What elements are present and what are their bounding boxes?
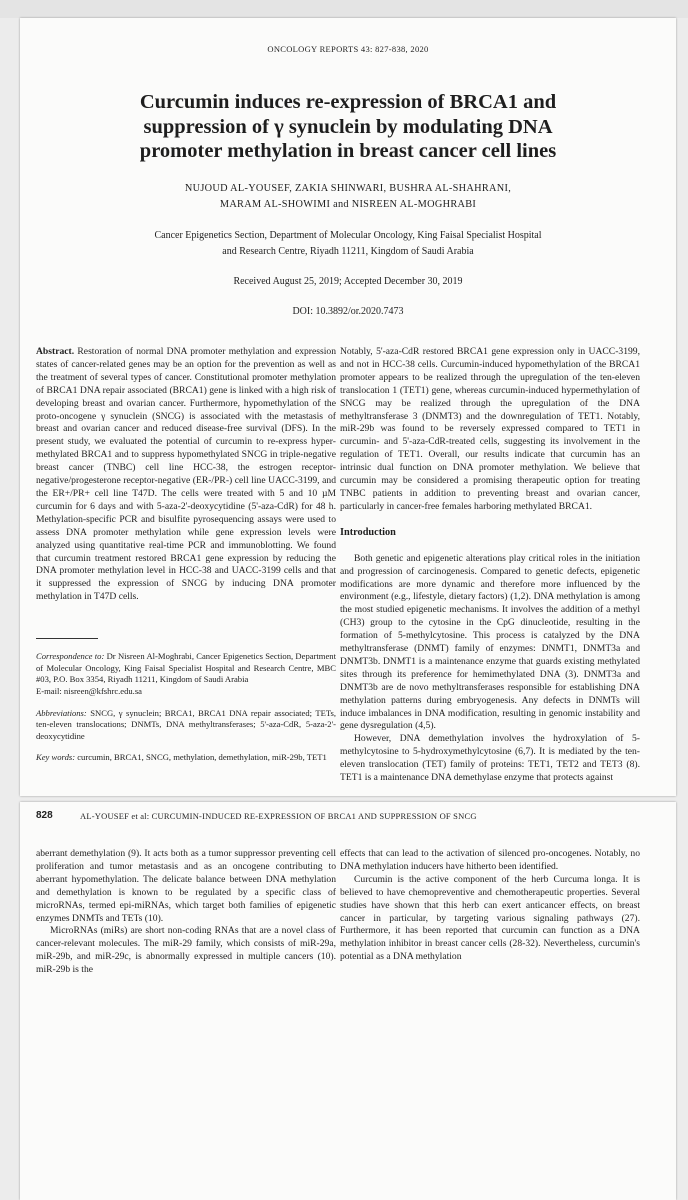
authors-line-2: MARAM AL-SHOWIMI and NISREEN AL-MOGHRABI <box>219 198 477 210</box>
introduction-heading: Introduction <box>340 526 396 538</box>
body-paragraph-1: aberrant demethylation (9). It acts both as a tumor suppressor preventing cell proliferation and tumor metastasis and as an oncogene contributing to aberrant hypomethylation. The delicate balance between DNA methylation and demethylation is known to be regulated by a specific class of microRNAs, termed epi-miRNAs, which target both families of epigenetic enzymes DNMTs and TETs (10). <box>36 848 336 924</box>
intro-paragraph-1: Both genetic and epigenetic alterations play critical roles in the initiation and progression of carcinogenesis. Compared to genetic defects, epigenetic modifications are more dynamic and therefore more influenced by the environment (e.g., lifestyle, dietary factors) (1,2). DNA methylation is among the most studied epigenetic mechanisms. It involves the addition of a methyl (CH3) group to the cytosine in the CpG dinucleotide, resulting in the formation of 5-methylcytosine. This process is catalyzed by the DNA methyltransferase (DNMT) family of enzymes: DNMT1, DNMT3a and DNMT3b. DNMT1 is a maintenance enzyme that guards existing methylated sites through its preference for hemimethylated DNA (3). DNMT3a and DNMT3b are de novo methyltransferases responsible for establishing DNA methylation patterns during embryogenesis. Any defects in DNMTs will induce imbalances in DNA modification, resulting in genomic instability and gene dysregulation (4,5). <box>340 552 640 732</box>
abstract-label: Abstract. <box>36 346 75 357</box>
title-line-1: Curcumin induces re-expression of BRCA1 and <box>139 91 557 113</box>
affiliation-line-1: Cancer Epigenetics Section, Department of Molecular Oncology, King Faisal Specialist Hospital <box>154 230 542 241</box>
doi: DOI: 10.3892/or.2020.7473 <box>292 306 404 317</box>
paper-page-828 <box>20 802 676 1200</box>
abstract-text-right: Notably, 5'-aza-CdR restored BRCA1 gene expression only in UACC-3199, and not in HCC-38 cells. Curcumin-induced hypomethylation of the BRCA1 promoter appears to be realized through the upregulation of the ten-eleven translocation 1 (TET1) gene, whereas curcumin-induced hypermethylation of SNCG may be realized through the upregulation of the DNA methyltransferase 3 (DNMT3) and the downregulation of TET1. Notably, miR-29b was found to be reversely expressed compared to TET1 in curcumin- and 5'-aza-CdR-treated cells, suggesting its involvement in the regulation of TET1. Overall, our results indicate that curcumin has an intrinsic dual function on DNA promoter methylation. We believe that curcumin may be considered a promising therapeutic option for treating TNBC patients in addition to preventing breast and ovarian cancer, particularly in cancer-free females harboring methylated BRCA1. <box>340 346 640 512</box>
intro-paragraph-2: However, DNA demethylation involves the hydroxylation of 5-methylcytosine to 5-hydroxymethylcytosine (6,7). It is mediated by the ten-eleven translocation (TET) family of proteins: TET1, TET2 and TET3 (8). TET1 is a maintenance DNA demethylase enzyme that protects against <box>340 733 640 784</box>
abbreviations-label: Abbreviations: <box>36 707 87 718</box>
footnote-rule <box>36 638 98 639</box>
paper-title <box>80 90 616 164</box>
abbreviations <box>36 708 336 743</box>
body-paragraph-2: MicroRNAs (miRs) are short non-coding RNAs that are a novel class of cancer-relevant molecules. The miR-29 family, which consists of miR-29a, miR-29b, and miR-29c, is abnormally expressed in multiple cancers (10). miR-29b is the <box>36 925 336 976</box>
body-paragraph-4: Curcumin is the active component of the herb Curcuma longa. It is believed to have chemopreventive and chemotherapeutic properties. Several studies have shown that this herb can exert anticancer effects, on breast cancer in particular, by targeting various signaling pathways (27). Furthermore, it has been reported that curcumin can function as a DNA methylation inhibitor in breast cancer cells (28-32). Nevertheless, curcumin's potential as a DNA methylation <box>340 873 640 963</box>
right-column <box>340 848 640 964</box>
right-column <box>340 346 640 785</box>
correspondence-text: Dr Nisreen Al-Moghrabi, Cancer Epigenetics Section, Department of Molecular Oncology, King Faisal Specialist Hospital and Research Centre, MBC #03, P.O. Box 3354, Riyadh 11211, Kingdom of Saudi Arabia <box>36 651 336 685</box>
body-paragraph-3: effects that can lead to the activation of silenced pro-oncogenes. Notably, no DNA methylation inducers have hitherto been identified. <box>340 848 640 872</box>
keywords <box>36 752 336 764</box>
abstract-text-left: Restoration of normal DNA promoter methylation and expression states of cancer-related genes may be an option for the prevention as well as the treatment of several types of cancer. Constitutional promoter methylation of BRCA1 DNA repair associated (BRCA1) gene is linked with a high risk of developing breast and ovarian cancer. Furthermore, hypomethylation of the proto-oncogene γ synuclein (SNCG) is associated with the metastasis of breast and ovarian cancer and reduced disease-free survival (DFS). In the present study, we evaluated the potential of curcumin to re-express hyper-methylated BRCA1 and to suppress hypomethylated SNCG in triple-negative breast cancer (TNBC) cell line HCC-38, the estrogen receptor-negative/progesterone receptor-negative (ER-/PR-) cell line UACC-3199, and the ER+/PR+ cell line T47D. The cells were treated with 5 and 10 µM curcumin for 6 days and with 5-aza-2'-deoxycytidine (5'-aza-CdR) for 48 h. Methylation-specific PCR and bisulfite pyrosequencing assays were used to assess DNA promoter methylation while gene expression levels were analyzed using quantitative real-time PCR and immunoblotting. We found that curcumin treatment restored BRCA1 gene expression by reducing the DNA promoter methylation level in HCC-38 and UACC-3199 cells and that it suppressed the expression of SNCG by inducing DNA promoter methylation in T47D cells. <box>36 346 336 603</box>
affiliation <box>90 228 606 259</box>
correspondence-label: Correspondence to: <box>36 651 105 662</box>
title-line-2: suppression of γ synuclein by modulating DNA <box>143 115 553 138</box>
running-header: AL-YOUSEF et al: CURCUMIN-INDUCED RE-EXPRESSION OF BRCA1 AND SUPPRESSION OF SNCG <box>80 811 477 821</box>
title-line-3: promoter methylation in breast cancer cell lines <box>139 140 557 163</box>
keywords-label: Key words: <box>36 752 76 763</box>
correspondence <box>36 651 336 686</box>
email-line: E-mail: nisreen@kfshrc.edu.sa <box>36 685 142 696</box>
author-list <box>80 181 616 213</box>
page-number: 828 <box>36 810 53 821</box>
running-header: ONCOLOGY REPORTS 43: 827-838, 2020 <box>267 44 429 54</box>
viewer-background <box>0 0 688 18</box>
affiliation-line-2: and Research Centre, Riyadh 11211, Kingdom of Saudi Arabia <box>222 245 474 257</box>
abbreviations-text: SNCG, γ synuclein; BRCA1, BRCA1 DNA repair associated; TETs, ten-eleven translocations; DNMTs, DNA methyltransferases; 5'-aza-CdR, 5-aza-2'-deoxycytidine <box>36 707 337 741</box>
keywords-text: curcumin, BRCA1, SNCG, methylation, demethylation, miR-29b, TET1 <box>77 752 327 763</box>
left-column <box>36 346 336 764</box>
left-column <box>36 848 336 977</box>
paper-page-827 <box>20 18 676 796</box>
abstract-paragraph <box>36 346 336 604</box>
received-dates: Received August 25, 2019; Accepted December 30, 2019 <box>233 276 463 287</box>
authors-line-1: NUJOUD AL-YOUSEF, ZAKIA SHINWARI, BUSHRA AL-SHAHRANI, <box>184 183 512 194</box>
